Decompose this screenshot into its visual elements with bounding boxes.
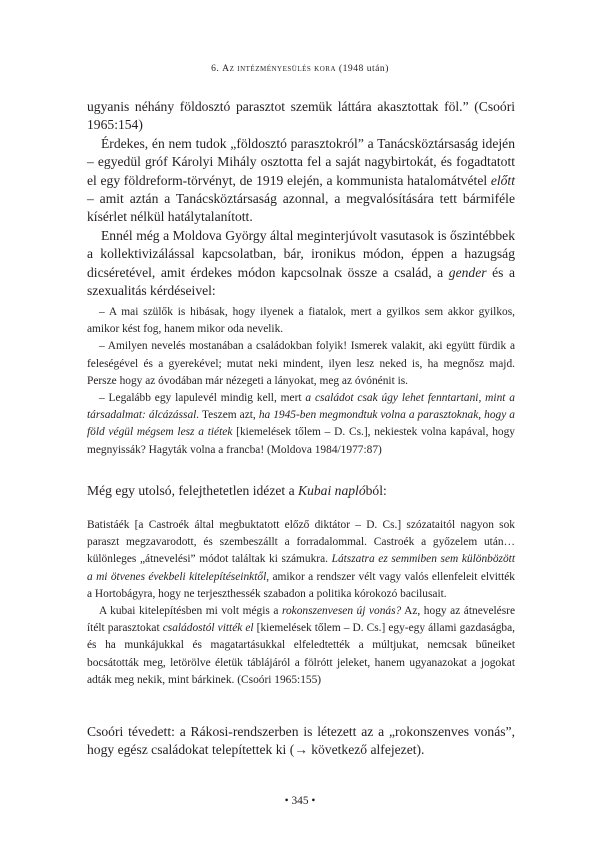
emphasis-text: ha 1945-ben megmondtuk volna a parasztoknak, hogy a föld végül mégsem lesz a tiétek (87, 409, 516, 439)
text-run: ból: (365, 483, 387, 498)
text-run: , amikor a rendszer vélt vagy valós ellenfeleit elvitték a Hortobágyra, hogy ne terjeszthessék szabadon a politika kórokozó bacilusait. (87, 570, 515, 600)
page-number: • 345 • (284, 795, 316, 807)
text-run: A kubai kitelepítésben mi volt mégis a (99, 605, 282, 618)
chapter-period: (1948 után) (338, 63, 389, 74)
emphasis-text: a családot csak úgy lehet fenntartani, mint a társadalmat: álcázással. (87, 392, 515, 422)
text-run: – amit aztán a Tanácsköztársaság azonnal, a megvalósítására tett bármiféle kísérlet nélkül hatálytalanított. (87, 191, 515, 225)
paragraph (87, 723, 515, 760)
text-run: – Amilyen nevelés mostanában a családokban folyik! Ismerek valakit, aki együtt fürdik a feleségével és a gyerekével; mutat neki mindent, ilyen lesz neked is, ha megnősz majd. Persze hogy az óvodában már nézegeti a lányokat, meg az óvónénit is. (87, 340, 515, 387)
text-run: Batistáék [a Castroék által megbuktatott előző diktátor – D. Cs.] szózataitól nagyon sok paraszt megzavarodott, és szembeszállt a forradalommal. Castroék a győzelem után… különleges „átnevelési” módot találtak ki számukra. (87, 519, 515, 566)
emphasis-text: rokonszenvesen új vonás? (281, 605, 402, 618)
body-section-3 (87, 723, 515, 760)
text-run: és a szexualitás kérdéseivel: (87, 264, 516, 299)
running-header (0, 63, 600, 74)
text-run: [kiemelések tőlem – D. Cs.] egy-egy állami gazdaságba, és ha munkájukkal és magatartásukkal elfeledtették a múltjukat, nemcsak bűneiket bocsátották meg, letörölve életük táblájáról a fölrótt jeleket, hanem ugyanazokat a jogokat adták meg nekik, mint bárkinek. (Csoóri 1965:155) (87, 622, 515, 686)
paragraph (87, 482, 515, 500)
text-run: Csoóri tévedett: a Rákosi-rendszerben is létezett az a „rokonszenves vonás”, hogy egész családokat telepítettek ki (→ következő alfejezet). (87, 724, 515, 758)
text-run: [kiemelések tőlem – D. Cs.], nekiestek volna kapával, hogy megnyissák? Hagyták volna a francba! (Moldova 1984/1977:87) (87, 426, 515, 456)
paragraph (87, 98, 515, 135)
text-run: – A mai szülők is hibásak, hogy ilyenek a fiatalok, mert a gyilkos sem akkor gyilkos, amikor kést fog, hanem mikor oda nevelik. (87, 306, 515, 336)
paragraph (87, 227, 515, 301)
block-quote-2 (87, 517, 515, 689)
paragraph (87, 135, 515, 227)
text-run: Érdekes, én nem tudok „földosztó parasztokról” a Tanácsköztársaság idején – egyedül gróf Károlyi Mihály osztotta fel a saját nagybirtokát, és fogadtatott el egy földreform-törvényt, de 1919 elején, a kommunista hatalomátvétel (87, 135, 515, 188)
text-run: Az, hogy az átnevelésre ítélt parasztokat (87, 605, 516, 635)
emphasis-text: Látszatra ez semmiben sem különbözött a mi ötvenes évekbeli kitelepítéseinktől (87, 553, 515, 583)
text-run: Még egy utolsó, felejthetetlen idézet a (87, 483, 299, 498)
quote-paragraph (87, 390, 515, 459)
quote-paragraph (87, 517, 515, 603)
body-section-1 (87, 98, 515, 300)
emphasis-text: családostól vitték el (162, 622, 254, 635)
text-run: ugyanis néhány földosztó parasztot szemük láttára akasztottak föl.” (Csoóri 1965:154) (87, 99, 515, 133)
chapter-number: 6. (211, 63, 220, 74)
body-section-2 (87, 482, 515, 500)
quote-paragraph (87, 603, 515, 689)
text-run: Ennél még a Moldova György által meginterjúvolt vasutasok is őszintébbek a kollektivizálással kapcsolatban, bár, ironikus módon, éppen a hazugság dicséretével, amit érdekes módon kapcsolnak össze a család, a (87, 227, 515, 280)
text-run: Teszem azt, (199, 409, 259, 422)
chapter-title: Az intézményesülés kora (222, 63, 337, 74)
emphasis-text: előtt (490, 172, 515, 188)
quote-paragraph (87, 338, 515, 390)
block-quote-1 (87, 304, 515, 459)
quote-paragraph (87, 304, 515, 338)
text-run: – Legalább egy lapulevél mindig kell, mert (99, 392, 306, 405)
emphasis-text: Kubai napló (298, 483, 366, 498)
emphasis-text: gender (448, 264, 487, 280)
